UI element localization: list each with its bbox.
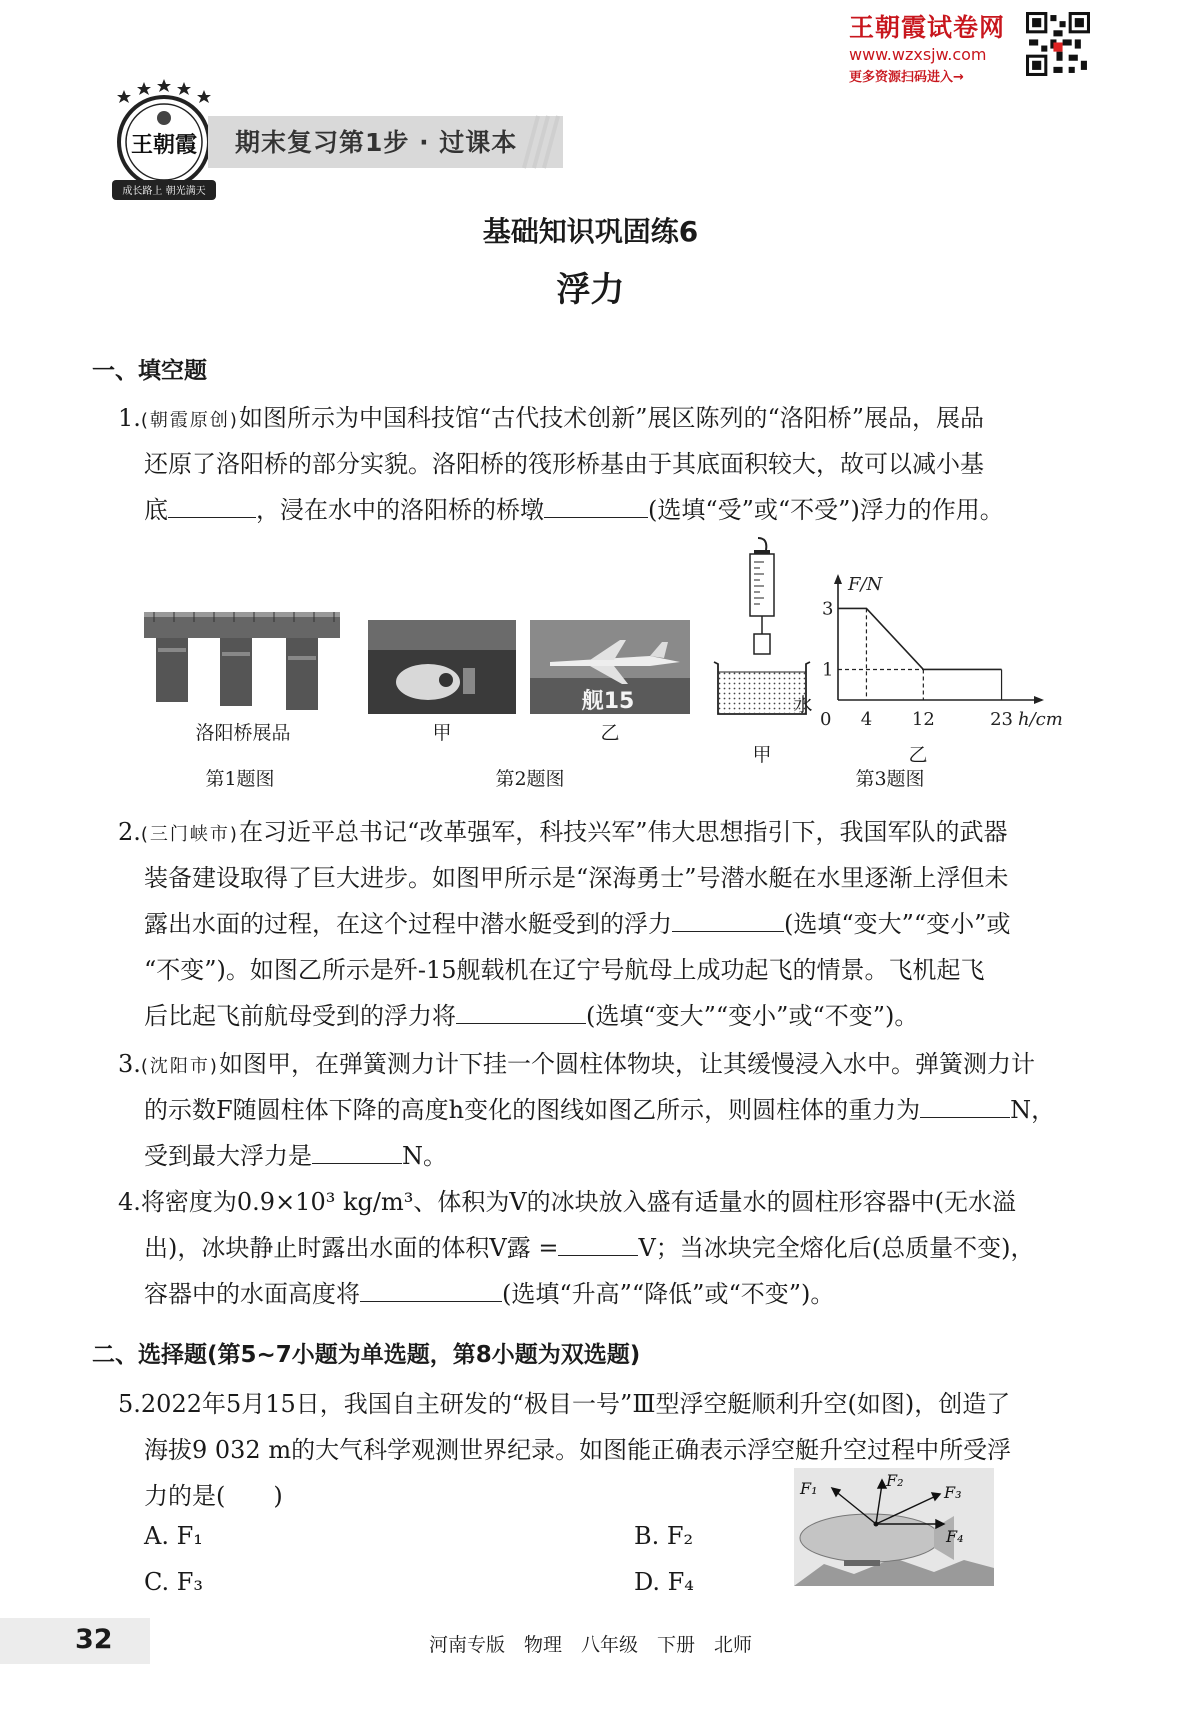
q5-text1: 2022年5月15日，我国自主研发的“极目一号”Ⅲ型浮空艇顺利升空(如图)，创造了: [140, 1390, 1011, 1418]
submarine-photo: [368, 620, 516, 714]
q1-text3b: ，浸在水中的洛阳桥的桥墩: [256, 496, 544, 524]
q3-number: 3.: [118, 1050, 141, 1078]
q2-line5: [144, 996, 918, 1031]
q2-text1: 在习近平总书记“改革强军，科技兴军”伟大思想指引下，我国军队的武器: [238, 818, 1008, 846]
logo-slogan: 成长路上 朝光满天: [122, 186, 206, 197]
q4-line3: [144, 1274, 834, 1309]
brand-url[interactable]: www.wzxsjw.com: [849, 45, 987, 64]
fig1-caption: 第1题图: [205, 768, 275, 790]
q3-blank2[interactable]: [312, 1141, 402, 1164]
spring-scale-diagram: [712, 536, 812, 716]
q2-text3a: 露出水面的过程，在这个过程中潜水艇受到的浮力: [144, 910, 672, 938]
airship-figure: [794, 1468, 994, 1586]
q3-text2a: 的示数F随圆柱体下降的高度h变化的图线如图乙所示，则圆柱体的重力为: [144, 1096, 921, 1124]
q1-line1: [118, 398, 984, 433]
q2-text5a: 后比起飞前航母受到的浮力将: [144, 1002, 456, 1030]
q1-source: (朝霞原创): [140, 410, 239, 431]
fig2-caption: 第2题图: [495, 768, 565, 790]
force-f2-label: F₂: [886, 1471, 904, 1490]
force-height-graph: [818, 570, 1063, 746]
q4-blank1[interactable]: [558, 1233, 638, 1256]
q4-text2b: V；当冰块完全熔化后(总质量不变)，: [638, 1234, 1035, 1262]
q3-line1: [118, 1044, 1035, 1079]
graph-xtick-label: 23: [990, 709, 1014, 730]
graph-ytick-label: 1: [822, 659, 834, 681]
q4-text3b: (选填“升高”“降低”或“不变”)。: [502, 1280, 835, 1308]
q1-blank2[interactable]: [544, 495, 648, 518]
fig3-jia-label: 甲: [752, 744, 772, 766]
qr-code-icon[interactable]: [1026, 12, 1090, 76]
q3-line3: [144, 1136, 447, 1171]
q2-source: (三门峡市): [140, 824, 239, 845]
graph-xtick-label: 4: [860, 709, 873, 730]
q2-line1: [118, 812, 1008, 847]
q1-line3: [144, 490, 1004, 525]
q5-line2: 海拔9 032 m的大气科学观测世界纪录。如图能正确表示浮空艇升空过程中所受浮: [144, 1436, 1012, 1464]
luoyang-bridge-image: [144, 608, 340, 714]
q2-blank1[interactable]: [672, 909, 784, 932]
q2-blank2[interactable]: [456, 1001, 586, 1024]
fig2-yi-label: 乙: [600, 722, 620, 744]
q4-number: 4.: [118, 1188, 141, 1216]
banner-text: 期末复习第1步 · 过课本: [235, 128, 518, 157]
publisher-logo-icon: [104, 76, 224, 206]
q5-option-b[interactable]: B. F₂: [634, 1522, 694, 1550]
logo-name: 王朝霞: [130, 132, 198, 158]
bridge-label: 洛阳桥展品: [195, 722, 291, 744]
section-fill-in: 一、填空题: [92, 358, 207, 384]
q2-text3b: (选填“变大”“变小”或: [784, 910, 1011, 938]
footer-text: 河南专版 物理 八年级 下册 北师: [428, 1634, 752, 1656]
q1-line2: 还原了洛阳桥的部分实貌。洛阳桥的筏形桥基由于其底面积较大，故可以减小基: [144, 450, 984, 478]
jet-photo: [530, 620, 690, 714]
q4-blank2[interactable]: [360, 1279, 502, 1302]
q3-text1: 如图甲，在弹簧测力计下挂一个圆柱体物块，让其缓慢浸入水中。弹簧测力计: [218, 1050, 1035, 1078]
page-title: 基础知识巩固练6: [482, 215, 699, 248]
q1-text1: 如图所示为中国科技馆“古代技术创新”展区陈列的“洛阳桥”展品，展品: [238, 404, 985, 432]
q5-option-d[interactable]: D. F₄: [634, 1568, 694, 1596]
q4-text3a: 容器中的水面高度将: [144, 1280, 360, 1308]
fig3-caption: 第3题图: [855, 768, 925, 790]
graph-series-line: [838, 608, 1002, 669]
q2-line4: “不变”)。如图乙所示是歼-15舰载机在辽宁号航母上成功起飞的情景。飞机起飞: [144, 956, 985, 984]
q1-text3a: 底: [144, 496, 168, 524]
q5-number: 5.: [118, 1390, 141, 1418]
q2-text5b: (选填“变大”“变小”或“不变”)。: [586, 1002, 919, 1030]
fig3-yi-label: 乙: [908, 744, 928, 766]
jet-deck-text: 舰15: [581, 689, 635, 714]
graph-ytick-label: 3: [822, 598, 834, 620]
q3-text2b: N，: [1010, 1096, 1056, 1124]
q3-text3a: 受到最大浮力是: [144, 1142, 312, 1170]
banner-stripes-icon: [520, 116, 580, 168]
q2-line2: 装备建设取得了巨大进步。如图甲所示是“深海勇士”号潜水艇在水里逐渐上浮但未: [144, 864, 1009, 892]
q1-number: 1.: [118, 404, 141, 432]
q3-line2: [144, 1090, 1055, 1125]
graph-origin: 0: [820, 709, 832, 730]
q3-source: (沈阳市): [140, 1056, 219, 1077]
fig2-jia-label: 甲: [432, 722, 452, 744]
q4-text2a: 出)，冰块静止时露出水面的体积V露 =: [144, 1234, 559, 1262]
force-f3-label: F₃: [944, 1483, 962, 1502]
page-subtitle: 浮力: [556, 270, 625, 310]
q5-option-a[interactable]: A. F₁: [144, 1522, 203, 1550]
q5-line3: 力的是( ): [144, 1482, 283, 1510]
page-number: 32: [75, 1624, 113, 1655]
q1-text3c: (选填“受”或“不受”)浮力的作用。: [648, 496, 1004, 524]
graph-xlabel: h/cm: [1018, 709, 1063, 730]
q4-line1: [118, 1182, 1016, 1217]
q5-option-c[interactable]: C. F₃: [144, 1568, 204, 1596]
force-f1-label: F₁: [800, 1479, 818, 1498]
section-choice: 二、选择题(第5~7小题为单选题，第8小题为双选题): [92, 1342, 641, 1368]
q5-line1: [118, 1384, 1010, 1419]
q4-line2: [144, 1228, 1035, 1263]
water-label: 水: [793, 694, 813, 716]
q4-text1: 将密度为0.9×10³ kg/m³、体积为V的冰块放入盛有适量水的圆柱形容器中(无水溢: [140, 1188, 1017, 1216]
q2-number: 2.: [118, 818, 141, 846]
q3-blank1[interactable]: [920, 1095, 1010, 1118]
q3-text3b: N。: [402, 1142, 447, 1170]
brand-title: 王朝霞试卷网: [849, 13, 1006, 42]
q2-line3: [144, 904, 1010, 939]
brand-more[interactable]: 更多资源扫码进入→: [849, 70, 964, 85]
graph-xtick-label: 12: [911, 709, 935, 730]
graph-ylabel: F/N: [848, 574, 883, 595]
q1-blank1[interactable]: [168, 495, 256, 518]
force-f4-label: F₄: [946, 1527, 964, 1546]
